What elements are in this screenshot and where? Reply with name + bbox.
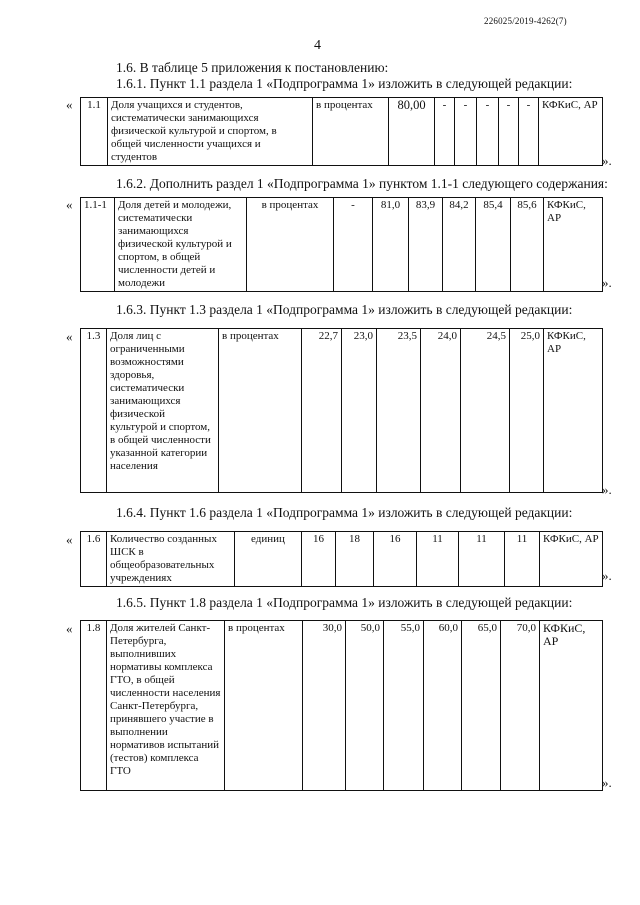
paragraph-1-6: 1.6. В таблице 5 приложения к постановлению: [116, 60, 389, 75]
value-cell: 11 [505, 532, 540, 587]
value-cell: 85,4 [476, 198, 511, 292]
table-item-1-8 [80, 620, 603, 791]
close-quote: ». [602, 775, 612, 790]
item-number: 1.3 [81, 329, 107, 493]
item-number: 1.1 [81, 98, 108, 166]
value-cell: 84,2 [443, 198, 476, 292]
value-cell: 24,5 [461, 329, 510, 493]
paragraph-1-6-5: 1.6.5. Пункт 1.8 раздела 1 «Подпрограмма 1» изложить в следующей редакции: [116, 595, 573, 610]
unit-cell: в процентах [219, 329, 302, 493]
value-cell: 16 [374, 532, 417, 587]
open-quote: « [66, 329, 73, 344]
value-cell: - [477, 98, 499, 166]
close-quote: ». [602, 482, 612, 497]
value-cell: 70,0 [501, 621, 540, 791]
indicator-name: Доля детей и молодежи, систематически занимающихся физической культурой и спортом, в общей численности детей и молодежи [115, 198, 247, 292]
close-quote: ». [602, 153, 612, 168]
responsible-cell: КФКиС, АР [544, 198, 603, 292]
value-cell: - [499, 98, 519, 166]
open-quote: « [66, 197, 73, 212]
unit-cell: единиц [235, 532, 302, 587]
responsible-cell: КФКиС, АР [539, 98, 603, 166]
table-item-1-3 [80, 328, 603, 493]
value-cell: - [435, 98, 455, 166]
value-cell: 23,0 [342, 329, 377, 493]
value-cell: 23,5 [377, 329, 421, 493]
indicator-name: Доля лиц с ограниченными возможностями здоровья, систематически занимающихся физической культурой и спортом, в общей численности указанной категории населения [107, 329, 219, 493]
open-quote: « [66, 621, 73, 636]
value-cell: 60,0 [424, 621, 462, 791]
close-quote: ». [602, 568, 612, 583]
indicator-name: Количество созданных ШСК в общеобразовательных учреждениях [107, 532, 235, 587]
value-cell: 11 [459, 532, 505, 587]
value-cell: 16 [302, 532, 336, 587]
value-cell: 11 [417, 532, 459, 587]
table-item-1-6 [80, 531, 603, 587]
value-cell: 25,0 [510, 329, 544, 493]
paragraph-1-6-1: 1.6.1. Пункт 1.1 раздела 1 «Подпрограмма 1» изложить в следующей редакции: [116, 76, 573, 91]
indicator-name: Доля учащихся и студентов, систематически занимающихся физической культурой и спортом, в общей численности учащихся и студентов [108, 98, 313, 166]
unit-cell: в процентах [313, 98, 389, 166]
value-cell: 65,0 [462, 621, 501, 791]
responsible-cell: КФКиС, АР [540, 621, 603, 791]
page-number: 4 [314, 38, 321, 53]
value-cell: 80,00 [389, 98, 435, 166]
responsible-cell: КФКиС, АР [544, 329, 603, 493]
value-cell: - [455, 98, 477, 166]
unit-cell: в процентах [247, 198, 334, 292]
value-cell: 83,9 [409, 198, 443, 292]
item-number: 1.6 [81, 532, 107, 587]
value-cell: 55,0 [384, 621, 424, 791]
responsible-cell: КФКиС, АР [540, 532, 603, 587]
table-item-1-1 [80, 97, 603, 166]
paragraph-1-6-2: 1.6.2. Дополнить раздел 1 «Подпрограмма 1» пунктом 1.1-1 следующего содержания: [116, 176, 608, 191]
value-cell: 81,0 [373, 198, 409, 292]
value-cell: 30,0 [303, 621, 346, 791]
value-cell: 22,7 [302, 329, 342, 493]
value-cell: 24,0 [421, 329, 461, 493]
open-quote: « [66, 532, 73, 547]
item-number: 1.8 [81, 621, 107, 791]
paragraph-1-6-4: 1.6.4. Пункт 1.6 раздела 1 «Подпрограмма 1» изложить в следующей редакции: [116, 505, 573, 520]
paragraph-1-6-3: 1.6.3. Пункт 1.3 раздела 1 «Подпрограмма 1» изложить в следующей редакции: [116, 302, 573, 317]
value-cell: - [519, 98, 539, 166]
document-number: 226025/2019-4262(7) [484, 16, 567, 26]
unit-cell: в процентах [225, 621, 303, 791]
item-number: 1.1-1 [81, 198, 115, 292]
indicator-name: Доля жителей Санкт-Петербурга, выполнивших нормативы комплекса ГТО, в общей численности населения Санкт-Петербурга, принявшего участие в выполнении нормативов испытаний (тестов) комплекса ГТО [107, 621, 225, 791]
value-cell: - [334, 198, 373, 292]
value-cell: 50,0 [346, 621, 384, 791]
value-cell: 18 [336, 532, 374, 587]
open-quote: « [66, 97, 73, 112]
table-item-1-1-1 [80, 197, 603, 292]
close-quote: ». [602, 275, 612, 290]
value-cell: 85,6 [511, 198, 544, 292]
